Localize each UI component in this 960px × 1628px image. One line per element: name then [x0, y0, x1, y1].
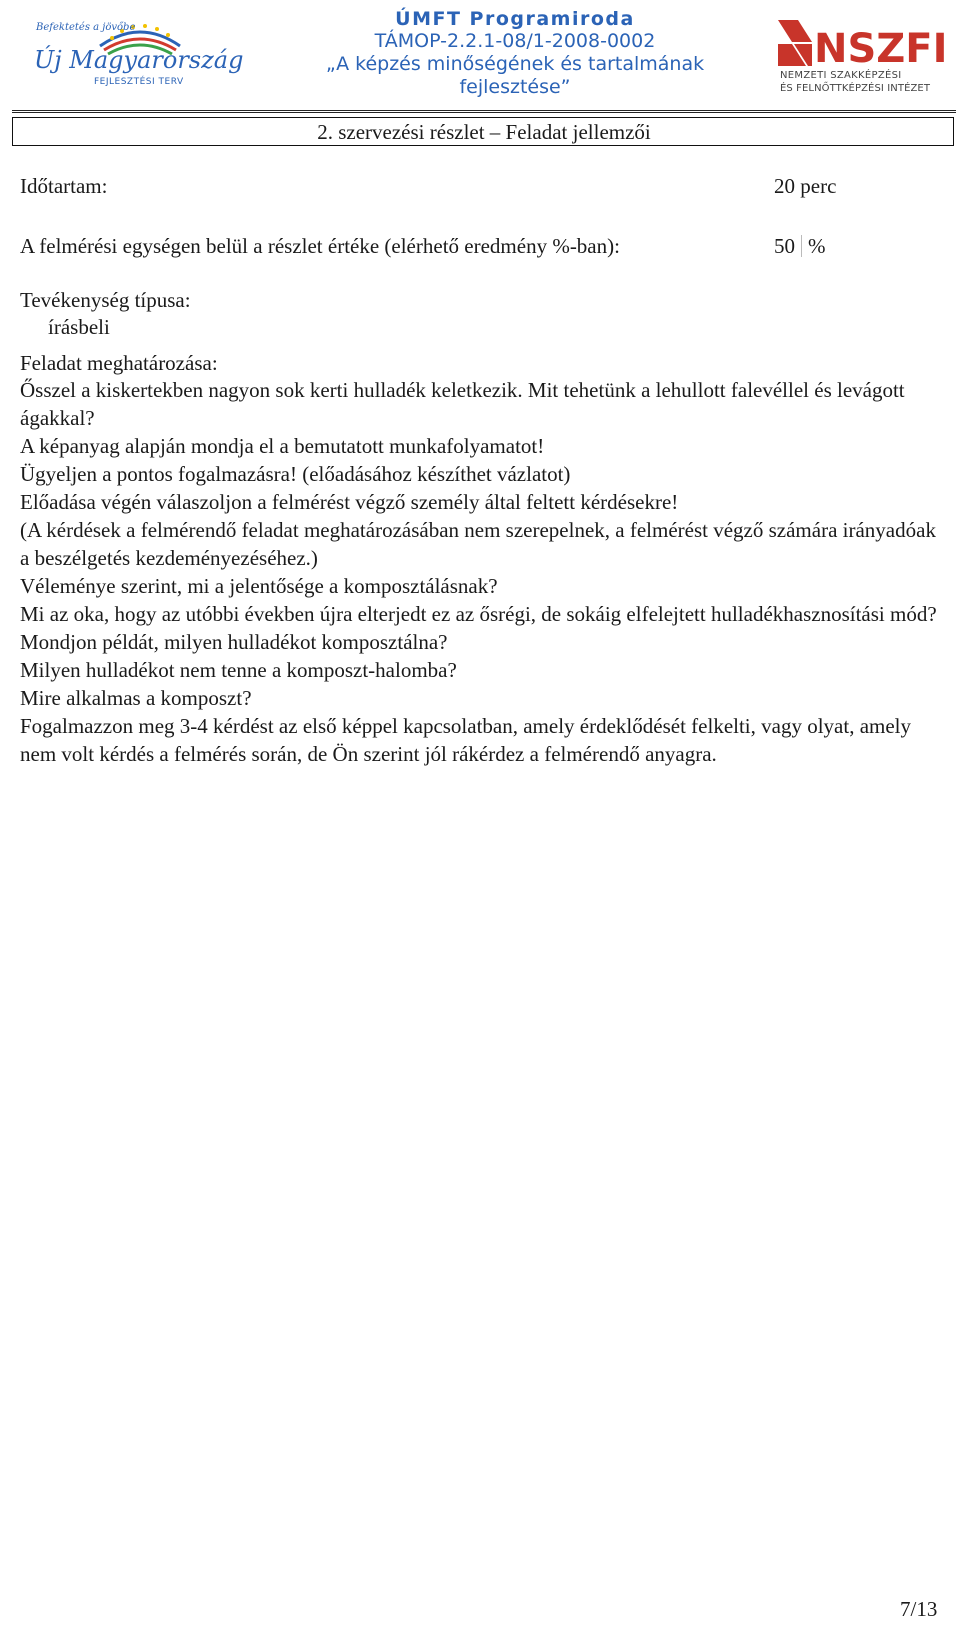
svg-text:ÉS FELNŐTTKÉPZÉSI INTÉZET: ÉS FELNŐTTKÉPZÉSI INTÉZET: [780, 83, 931, 94]
section-title-box: [12, 117, 954, 146]
task-line: Fogalmazzon meg 3-4 kérdést az első képpel kapcsolatban, amely érdeklődését felkelti, vagy olyat, amely nem volt kérdés a felmérés során, de Ön szerint jól rákérdez a felmérendő anyagra.: [20, 714, 912, 766]
activity-value: írásbeli: [48, 315, 110, 339]
weight-label: A felmérési egységen belül a részlet értéke (elérhető eredmény %-ban):: [20, 234, 620, 258]
header-divider: [12, 110, 956, 113]
weight-value-group: [774, 232, 826, 260]
page-number: 7/13: [900, 1597, 938, 1621]
project-code: TÁMOP-2.2.1-08/1-2008-0002: [374, 30, 656, 52]
task-line: Mire alkalmas a komposzt?: [20, 686, 252, 710]
section-title: 2. szervezési részlet – Feladat jellemzői: [317, 120, 651, 144]
duration-value: 20 perc: [774, 174, 837, 198]
weight-value: 50: [774, 234, 795, 258]
weight-separator: [801, 235, 802, 257]
nszfi-logo-graphic: [778, 18, 958, 93]
task-line: Ügyeljen a pontos fogalmazásra! (előadásához készíthet vázlatot): [20, 462, 571, 486]
project-title-line1: „A képzés minőségének és tartalmának: [325, 53, 705, 75]
svg-text:Befektetés a jövőbe: Befektetés a jövőbe: [36, 22, 136, 33]
program-office-title: ÚMFT Programiroda: [395, 8, 635, 30]
task-line: Mi az oka, hogy az utóbbi években újra elterjedt ez az ősrégi, de sokáig elfelejtett hulladékhasznosítási mód?: [20, 602, 937, 626]
task-line: A képanyag alapján mondja el a bemutatott munkafolyamatot!: [20, 434, 545, 458]
svg-text:NEMZETI SZAKKÉPZÉSI: NEMZETI SZAKKÉPZÉSI: [780, 70, 902, 81]
project-title-line2: fejlesztése”: [459, 76, 571, 98]
weight-unit: %: [808, 234, 826, 258]
task-line: Mondjon példát, milyen hulladékot komposztálna?: [20, 630, 448, 654]
duration-label: Időtartam:: [20, 174, 108, 198]
task-line: Ősszel a kiskertekben nagyon sok kerti hulladék keletkezik. Mit tehetünk a lehullott falevéllel és levágott ágakkal?: [20, 378, 905, 430]
task-description: [20, 376, 940, 768]
task-line: Előadása végén válaszoljon a felmérést végző személy által feltett kérdésekre!: [20, 490, 679, 514]
activity-label: Tevékenység típusa:: [20, 288, 191, 312]
svg-text:NSZFI: NSZFI: [814, 26, 948, 72]
svg-text:Új Magyarország: Új Magyarország: [34, 46, 244, 74]
task-line: (A kérdések a felmérendő feladat meghatározásában nem szerepelnek, a felmérést végző számára irányadóak a beszélgetés kezdeményezéséhez.): [20, 518, 936, 570]
program-header-text: [300, 8, 730, 99]
task-line: Véleménye szerint, mi a jelentősége a komposztálásnak?: [20, 574, 498, 598]
task-line: Milyen hulladékot nem tenne a komposzt-halomba?: [20, 658, 457, 682]
uj-magyarorszag-logo: [30, 16, 244, 96]
task-label: Feladat meghatározása:: [20, 351, 218, 375]
page-header: [0, 0, 960, 115]
uj-magyarorszag-logo-graphic: [30, 16, 244, 96]
nszfi-logo: [778, 18, 958, 93]
svg-text:FEJLESZTÉSI TERV: FEJLESZTÉSI TERV: [94, 77, 184, 87]
